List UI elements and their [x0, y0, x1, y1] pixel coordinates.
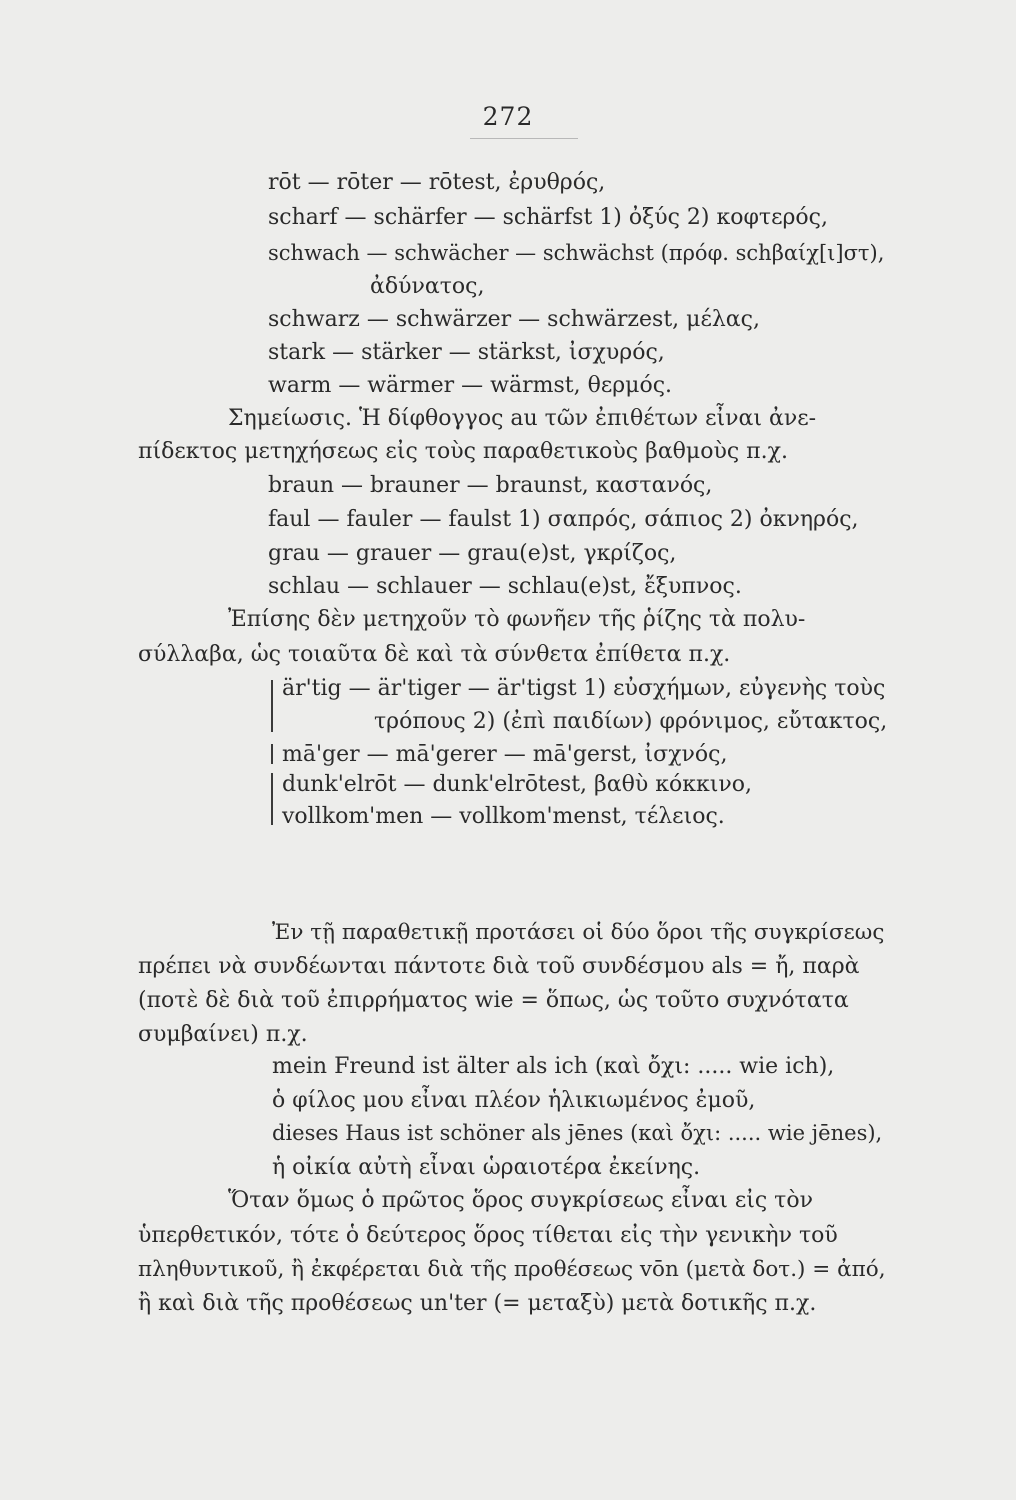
text-line: Ὅταν ὅμως ὁ πρῶτος ὅρος συγκρίσεως εἶναι εἰς τὸν [228, 1188, 813, 1213]
text-line: ἀδύνατος, [370, 274, 485, 299]
text-line: ὑπερθετικόν, τότε ὁ δεύτερος ὅρος τίθεται εἰς τὴν γενικὴν τοῦ [138, 1223, 838, 1248]
header-rule [470, 138, 578, 139]
text-line: schlau — schlauer — schlau(e)st, ἔξυπνος. [268, 574, 742, 599]
text-line: faul — fauler — faulst 1) σαπρός, σάπιος 2) ὀκνηρός, [268, 507, 859, 532]
text-line: rōt — rōter — rōtest, ἐρυθρός, [268, 170, 606, 195]
text-line: ὁ φίλος μου εἶναι πλέον ἡλικιωμένος ἐμοῦ, [272, 1088, 756, 1113]
text-line: braun — brauner — braunst, καστανός, [268, 473, 713, 498]
text-line: Σημείωσις. Ἡ δίφθογγος au τῶν ἐπιθέτων εἶναι ἀνε- [228, 406, 817, 431]
text-line: πίδεκτος μετηχήσεως εἰς τοὺς παραθετικοὺς βαθμοὺς π.χ. [138, 439, 788, 464]
text-line: stark — stärker — stärkst, ἰσχυρός, [268, 340, 665, 365]
bracket-mark [271, 744, 273, 764]
text-line: mein Freund ist älter als ich (καὶ ὄχι: ..... wie ich), [272, 1054, 835, 1079]
text-line: τρόπους 2) (ἐπὶ παιδίων) φρόνιμος, εὔτακτος, [374, 709, 888, 734]
text-line: πρέπει νὰ συνδέωνται πάντοτε διὰ τοῦ συνδέσμου als = ἤ, παρὰ [138, 954, 860, 979]
bracket-mark [271, 680, 273, 732]
text-line: σύλλαβα, ὡς τοιαῦτα δὲ καὶ τὰ σύνθετα ἐπίθετα π.χ. [138, 642, 731, 667]
text-line: dunk'elrōt — dunk'elrōtest, βαθὺ κόκκινο, [282, 772, 752, 797]
text-line: schwarz — schwärzer — schwärzest, μέλας, [268, 307, 760, 332]
text-line: grau — grauer — grau(e)st, γκρίζος, [268, 541, 677, 566]
text-line: scharf — schärfer — schärfst 1) ὀξύς 2) κοφτερός, [268, 205, 828, 230]
text-line: συμβαίνει) π.χ. [138, 1022, 308, 1047]
text-line: πληθυντικοῦ, ἢ ἐκφέρεται διὰ τῆς προθέσεως vōn (μετὰ δοτ.) = ἀπό, [138, 1257, 886, 1282]
text-line: Ἐν τῇ παραθετικῇ προτάσει οἱ δύο ὅροι τῆς συγκρίσεως [272, 920, 885, 945]
text-line: Ἐπίσης δὲν μετηχοῦν τὸ φωνῆεν τῆς ῥίζης τὰ πολυ- [228, 607, 806, 632]
page-number: 272 [482, 102, 534, 131]
text-line: vollkom'men — vollkom'menst, τέλειος. [282, 804, 725, 829]
text-line: ἡ οἰκία αὐτὴ εἶναι ὡραιοτέρα ἐκείνης. [272, 1155, 701, 1180]
text-line: schwach — schwächer — schwächst (πρόφ. schβαίχ[ι]στ), [268, 241, 885, 265]
text-line: warm — wärmer — wärmst, θερμός. [268, 373, 673, 398]
text-line: mā'ger — mā'gerer — mā'gerst, ἰσχνός, [282, 742, 728, 767]
text-line: (ποτὲ δὲ διὰ τοῦ ἐπιρρήματος wie = ὅπως, ὡς τοῦτο συχνότατα [138, 988, 849, 1013]
bracket-mark [271, 773, 273, 825]
text-line: är'tig — är'tiger — är'tigst 1) εὐσχήμων, εὐγενὴς τοὺς [282, 676, 886, 701]
text-line: dieses Haus ist schöner als jēnes (καὶ ὄχι: ..... wie jēnes), [272, 1121, 883, 1145]
text-line: ἢ καὶ διὰ τῆς προθέσεως un'ter (= μεταξὺ) μετὰ δοτικῆς π.χ. [138, 1291, 817, 1316]
